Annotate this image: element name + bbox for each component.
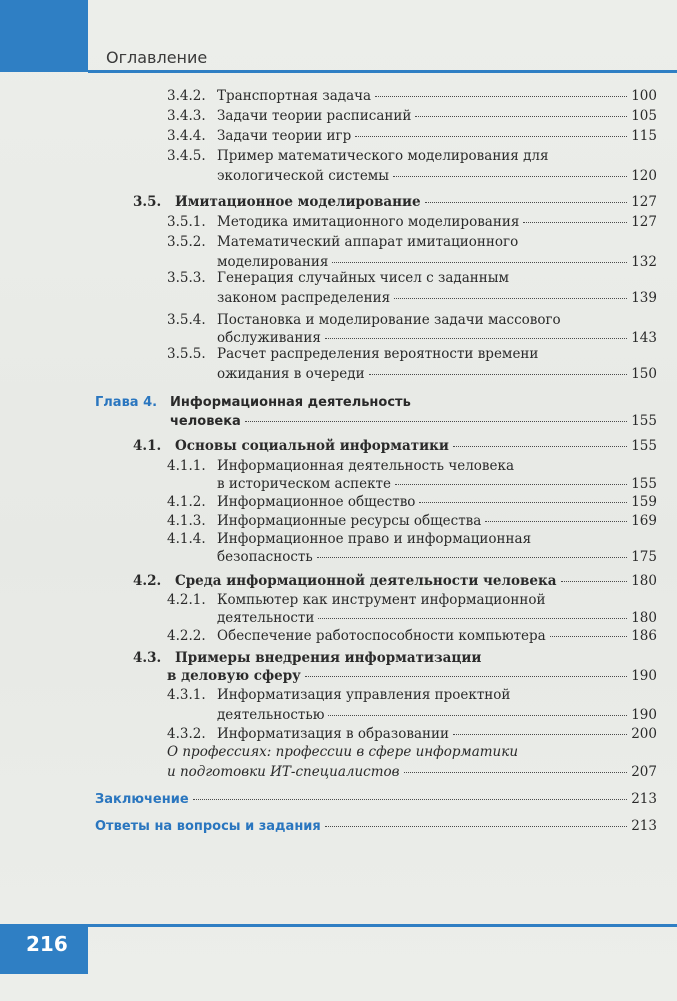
toc-entry-page: 127	[631, 214, 657, 230]
toc-entry-title: Генерация случайных чисел с заданным	[217, 270, 509, 286]
toc-entry-title: Пример математического моделирования для	[217, 148, 549, 164]
toc-leader-dots	[369, 374, 628, 375]
toc-entry-title: обслуживания	[217, 330, 321, 346]
toc-entry-page: 139	[631, 290, 657, 306]
toc-entry-page: 143	[631, 330, 657, 346]
toc-leader-dots	[328, 715, 627, 716]
toc-entry-number: 3.5.2.	[167, 234, 206, 250]
toc-entry-title: Методика имитационного моделирования	[217, 214, 520, 230]
toc-entry-page: 155	[631, 476, 657, 492]
toc-entry-number: 4.1.1.	[167, 458, 206, 474]
toc-entry-page: 120	[631, 168, 657, 184]
toc-entry-title: Информатизация в образовании	[217, 726, 449, 742]
toc-entry-title: Компьютер как инструмент информационной	[217, 592, 546, 608]
toc-entry-continuation	[217, 549, 657, 573]
toc-entry-number: 3.5.1.	[167, 214, 206, 230]
toc-leader-dots	[305, 676, 627, 677]
toc-entry-continuation	[217, 290, 657, 314]
toc-section-page: 155	[631, 438, 657, 454]
toc-chapter-page: 213	[631, 818, 657, 834]
toc-entry-title: деятельности	[217, 610, 315, 626]
toc-entry-title: Математический аппарат имитационного	[217, 234, 519, 250]
toc-section-title: Примеры внедрения информатизации	[175, 650, 482, 666]
toc-entry-page: 190	[631, 707, 657, 723]
toc-entry-page: 115	[631, 128, 657, 144]
toc-entry-title: деятельностью	[217, 707, 325, 723]
toc-section-page: 180	[631, 573, 657, 589]
toc-leader-dots	[425, 202, 628, 203]
toc-section-title: в деловую сферу	[167, 668, 301, 684]
toc-entry-number: 3.5.4.	[167, 312, 206, 328]
toc-entry-title: экологической системы	[217, 168, 390, 184]
toc-chapter-title: Заключение	[95, 792, 189, 807]
toc-leader-dots	[355, 136, 627, 137]
toc-entry-number: 3.4.5.	[167, 148, 206, 164]
toc-entry-number: 4.3.2.	[167, 726, 206, 742]
toc-leader-dots	[393, 176, 627, 177]
toc-entry-title: Постановка и моделирование задачи массового	[217, 312, 561, 328]
toc-entry-number: 3.4.4.	[167, 128, 206, 144]
toc-section-page: 190	[631, 668, 657, 684]
toc-leader-dots	[453, 446, 627, 447]
page-header-title: Оглавление	[106, 48, 208, 67]
toc-entry	[167, 628, 657, 652]
toc-entry-title: и подготовки ИТ-специалистов	[167, 764, 400, 780]
toc-leader-dots	[550, 636, 627, 637]
toc-chapter-page: 213	[631, 791, 657, 807]
toc-entry-number: 3.5.5.	[167, 346, 206, 362]
toc-leader-dots	[325, 826, 627, 827]
toc-entry-page: 132	[631, 254, 657, 270]
toc-section-title: Основы социальной информатики	[175, 438, 449, 454]
toc-entry-number: 3.4.3.	[167, 108, 206, 124]
toc-chapter-title: человека	[170, 414, 241, 429]
toc-chapter	[95, 791, 657, 815]
toc-entry-title: ожидания в очереди	[217, 366, 365, 382]
toc-leader-dots	[419, 502, 627, 503]
toc-entry-continuation	[167, 764, 657, 788]
toc-leader-dots	[415, 116, 627, 117]
toc-section-title: Имитационное моделирование	[175, 194, 421, 210]
toc-entry-title: Расчет распределения вероятности времени	[217, 346, 539, 362]
toc-leader-dots	[193, 799, 628, 800]
toc-entry-number: 3.4.2.	[167, 88, 206, 104]
toc-entry-title: Задачи теории игр	[217, 128, 352, 144]
toc-section-page: 127	[631, 194, 657, 210]
toc-entry-title: в историческом аспекте	[217, 476, 392, 492]
toc-section-number: 4.1.	[133, 438, 162, 454]
toc-leader-dots	[325, 338, 627, 339]
toc-chapter-page: 155	[631, 413, 657, 429]
toc-entry-page: 150	[631, 366, 657, 382]
toc-entry-title: Информационные ресурсы общества	[217, 513, 482, 529]
toc-entry-number: 4.1.3.	[167, 513, 206, 529]
toc-chapter	[95, 818, 657, 842]
toc-entry-page: 175	[631, 549, 657, 565]
toc-leader-dots	[404, 772, 628, 773]
toc-leader-dots	[453, 734, 627, 735]
toc-chapter-title: Информационная деятельность	[170, 395, 411, 410]
toc-leader-dots	[245, 421, 627, 422]
toc-entry-page: 100	[631, 88, 657, 104]
toc-entry-number: 4.1.2.	[167, 494, 206, 510]
toc-entry-title: Обеспечение работоспособности компьютера	[217, 628, 546, 644]
toc-chapter-title: Ответы на вопросы и задания	[95, 819, 321, 834]
toc-entry-number: 4.1.4.	[167, 531, 206, 547]
toc-entry-page: 186	[631, 628, 657, 644]
toc-entry-continuation	[217, 168, 657, 192]
toc-leader-dots	[394, 298, 627, 299]
toc-leader-dots	[561, 581, 628, 582]
toc-entry-number: 4.2.2.	[167, 628, 206, 644]
toc-chapter-number: Глава 4.	[95, 395, 158, 410]
toc-entry-title: моделирования	[217, 254, 329, 270]
toc-chapter-continuation	[170, 413, 657, 437]
toc-leader-dots	[395, 484, 627, 485]
toc-section-number: 4.2.	[133, 573, 162, 589]
toc-leader-dots	[318, 618, 627, 619]
toc-entry-page: 180	[631, 610, 657, 626]
toc-entry-page: 169	[631, 513, 657, 529]
toc-entry-page: 105	[631, 108, 657, 124]
toc-entry-title: Информационная деятельность человека	[217, 458, 515, 474]
toc-leader-dots	[332, 262, 627, 263]
toc-entry-page: 207	[631, 764, 657, 780]
page-number: 216	[26, 932, 68, 956]
toc-entry-title: законом распределения	[217, 290, 391, 306]
toc-entry-title: Информатизация управления проектной	[217, 687, 511, 703]
footer-rule	[88, 924, 677, 927]
toc-section-title: Среда информационной деятельности человека	[175, 573, 557, 589]
toc-leader-dots	[375, 96, 627, 97]
toc-entry-page: 200	[631, 726, 657, 742]
toc-entry-title: Информационное общество	[217, 494, 416, 510]
toc-entry-title: Задачи теории расписаний	[217, 108, 412, 124]
toc-entry-continuation	[217, 366, 657, 390]
toc-section-number: 4.3.	[133, 650, 162, 666]
toc-leader-dots	[317, 557, 627, 558]
toc-entry-title: О профессиях: профессии в сфере информатики	[167, 744, 519, 760]
toc-entry-number: 3.5.3.	[167, 270, 206, 286]
toc-entry-title: безопасность	[217, 549, 313, 565]
toc-entry-number: 4.3.1.	[167, 687, 206, 703]
toc-entry-number: 4.2.1.	[167, 592, 206, 608]
toc-leader-dots	[523, 222, 627, 223]
toc-section-number: 3.5.	[133, 194, 162, 210]
toc-entry-title: Транспортная задача	[217, 88, 372, 104]
toc-leader-dots	[485, 521, 627, 522]
toc-entry-title: Информационное право и информационная	[217, 531, 532, 547]
toc-entry-page: 159	[631, 494, 657, 510]
